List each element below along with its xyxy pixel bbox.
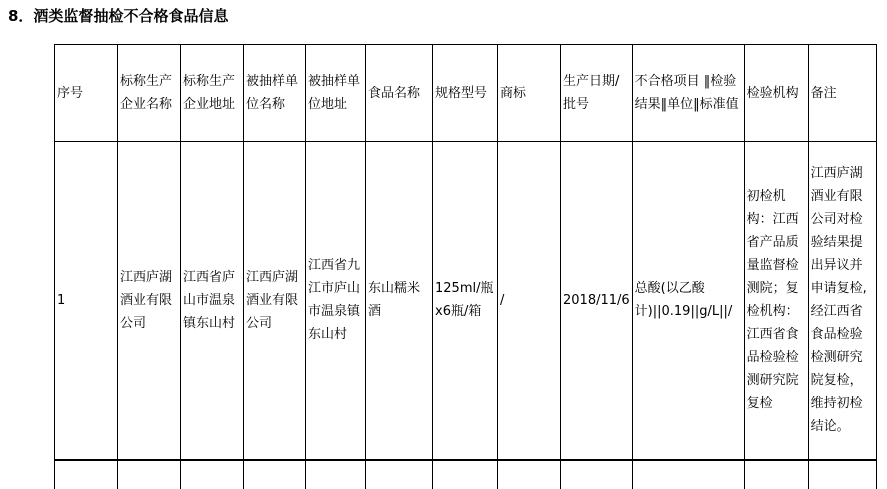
cell-sampled-unit-address: 江西省九江市庐山市温泉镇东山村 xyxy=(306,142,366,460)
table-header-row xyxy=(55,45,877,142)
col-header-producer-name: 标称生产企业名称 xyxy=(118,45,181,142)
empty-cell xyxy=(366,460,433,489)
empty-cell xyxy=(808,460,876,489)
cell-remarks: 江西庐湖酒业有限公司对检验结果提出异议并申请复检,经江西省食品检验检测研究院复检，维持初检结论。 xyxy=(808,142,876,460)
table-row-empty xyxy=(55,460,877,489)
empty-cell xyxy=(55,460,118,489)
col-header-production-date: 生产日期/批号 xyxy=(561,45,633,142)
cell-serial-number: 1 xyxy=(55,142,118,460)
col-header-food-name: 食品名称 xyxy=(366,45,433,142)
col-header-producer-address: 标称生产企业地址 xyxy=(181,45,244,142)
empty-cell xyxy=(244,460,306,489)
cell-producer-name: 江西庐湖酒业有限公司 xyxy=(118,142,181,460)
unqualified-food-table xyxy=(54,44,877,489)
table-row xyxy=(55,142,877,460)
col-header-sampled-unit-name: 被抽样单位名称 xyxy=(244,45,306,142)
cell-producer-address: 江西省庐山市温泉镇东山村 xyxy=(181,142,244,460)
col-header-trademark: 商标 xyxy=(498,45,561,142)
col-header-inspection-agency: 检验机构 xyxy=(744,45,808,142)
cell-sampled-unit-name: 江西庐湖酒业有限公司 xyxy=(244,142,306,460)
empty-cell xyxy=(118,460,181,489)
cell-specification: 125ml/瓶x6瓶/箱 xyxy=(433,142,498,460)
empty-cell xyxy=(433,460,498,489)
empty-cell xyxy=(561,460,633,489)
empty-cell xyxy=(181,460,244,489)
page-title: 8．酒类监督抽检不合格食品信息 xyxy=(8,7,229,25)
cell-inspection-agency: 初检机构：江西省产品质量监督检测院；复检机构：江西省食品检验检测研究院复检 xyxy=(744,142,808,460)
empty-cell xyxy=(632,460,744,489)
cell-trademark: / xyxy=(498,142,561,460)
empty-cell xyxy=(498,460,561,489)
col-header-remarks: 备注 xyxy=(808,45,876,142)
col-header-serial-number: 序号 xyxy=(55,45,118,142)
cell-production-date: 2018/11/6 xyxy=(561,142,633,460)
empty-cell xyxy=(306,460,366,489)
col-header-sampled-unit-address: 被抽样单位地址 xyxy=(306,45,366,142)
empty-cell xyxy=(744,460,808,489)
cell-unqualified-item: 总酸(以乙酸计)||0.19||g/L||/ xyxy=(632,142,744,460)
col-header-unqualified-item: 不合格项目 ‖检验结果‖单位‖标准值 xyxy=(632,45,744,142)
col-header-specification: 规格型号 xyxy=(433,45,498,142)
cell-food-name: 东山糯米酒 xyxy=(366,142,433,460)
